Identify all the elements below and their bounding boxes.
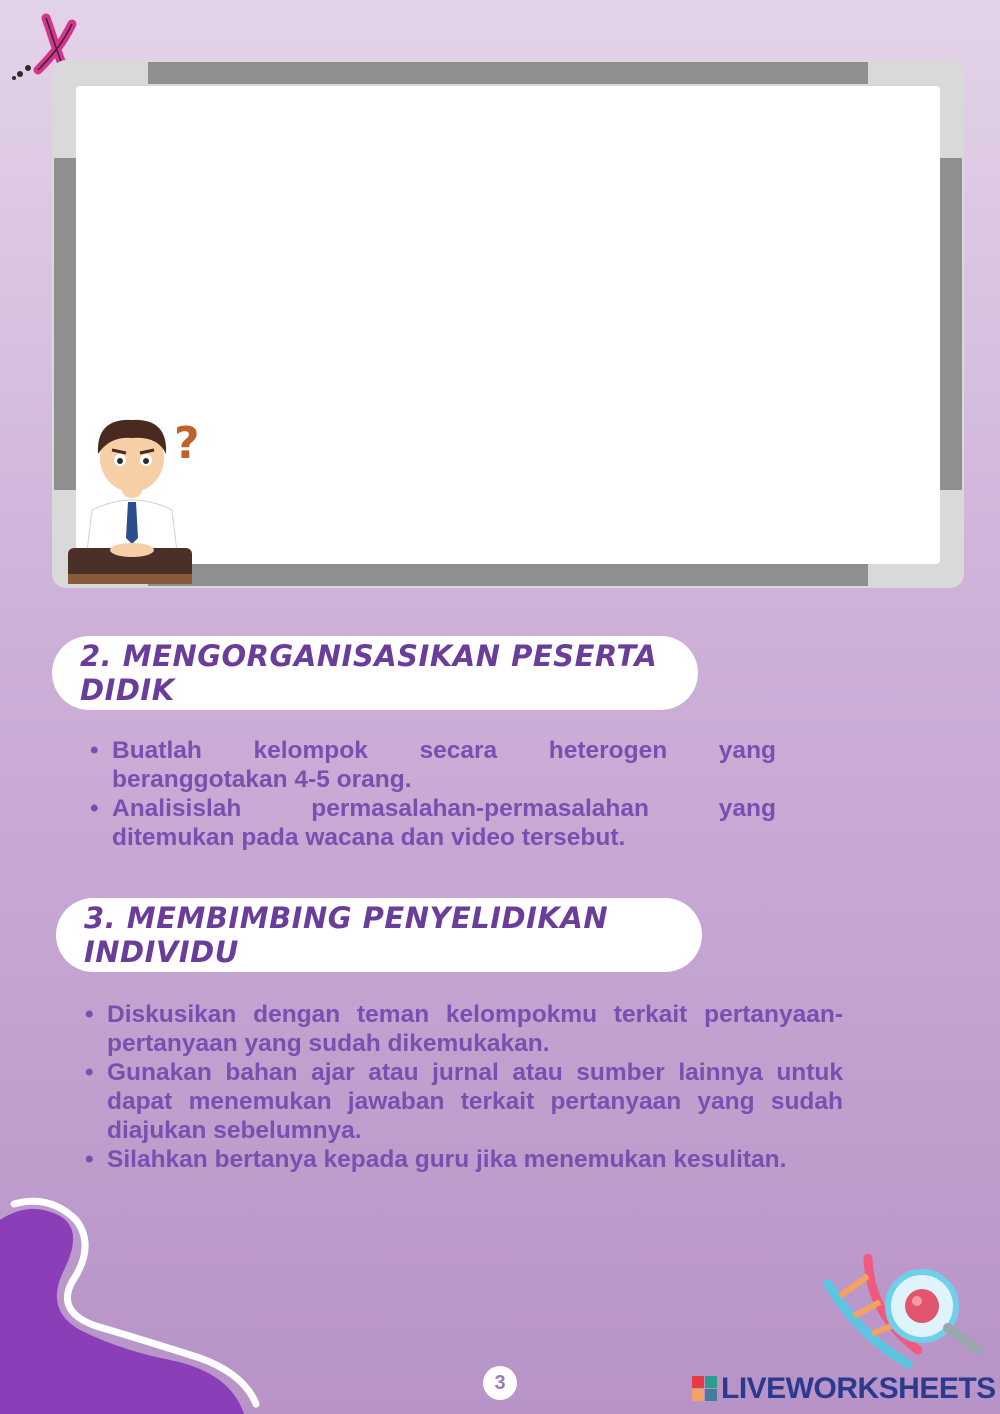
section-3-list <box>85 1000 843 1174</box>
thinking-student-illustration <box>66 410 206 590</box>
list-item: • Gunakan bahan ajar atau jurnal atau sumber lainnya untuk dapat menemukan jawaban terkait pertanyaan yang sudah diajukan sebelumnya. <box>85 1058 843 1145</box>
page-number: 3 <box>483 1366 517 1400</box>
dna-icon <box>818 1254 998 1380</box>
watermark-text: LIVEWORKSHEETS <box>721 1372 996 1405</box>
corner-wave-decoration <box>0 1190 270 1414</box>
section-2-list <box>90 736 776 852</box>
question-mark-icon: ? <box>174 418 200 469</box>
section-2-heading: 2. MENGORGANISASIKAN PESERTA DIDIK <box>80 639 658 707</box>
whiteboard-rail-top <box>148 62 868 84</box>
whiteboard-rail-bottom <box>148 564 868 586</box>
section-2-heading-pill <box>52 636 698 710</box>
list-item: • Silahkan bertanya kepada guru jika menemukan kesulitan. <box>85 1145 843 1174</box>
list-item: • Buatlah kelompok secara heterogen yang beranggotakan 4-5 orang. <box>90 736 776 794</box>
list-item: • Diskusikan dengan teman kelompokmu terkait pertanyaan-pertanyaan yang sudah dikemukakan. <box>85 1000 843 1058</box>
liveworksheets-watermark <box>692 1372 996 1406</box>
list-item: • Analisislah permasalahan-permasalahan yang ditemukan pada wacana dan video tersebut. <box>90 794 776 852</box>
whiteboard-rail-right <box>940 158 962 490</box>
section-3-heading-pill <box>56 898 702 972</box>
liveworksheets-logo-icon <box>692 1376 718 1402</box>
section-3-heading: 3. MEMBIMBING PENYELIDIKAN INDIVIDU <box>84 901 609 969</box>
